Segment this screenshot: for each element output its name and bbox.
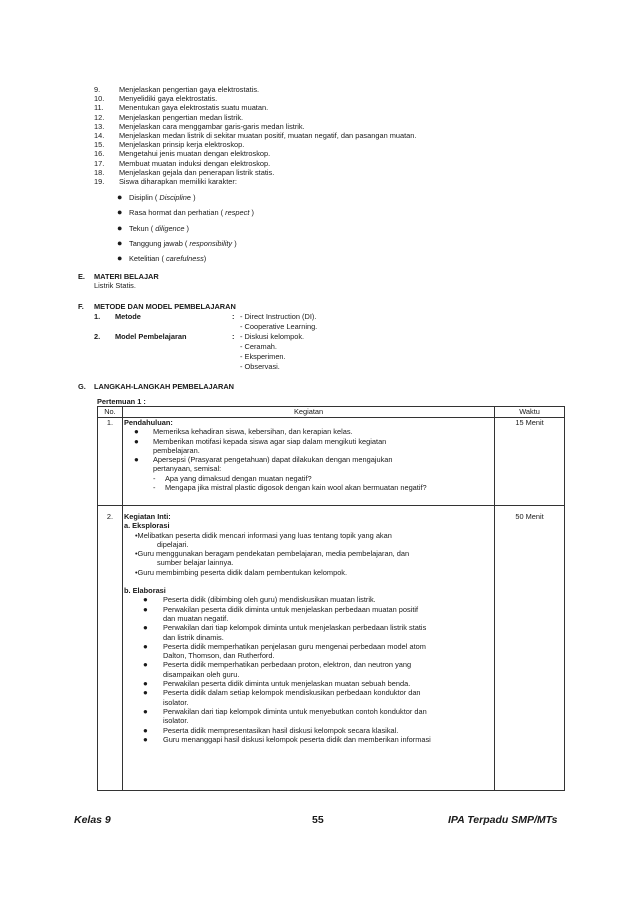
bullet-item: [123, 427, 494, 436]
exploration-item: •Guru menggunakan beragam pendekatan pembelajaran, media pembelajaran, dan: [134, 549, 410, 559]
item-text: [129, 193, 196, 202]
bullet-icon: ●: [142, 595, 148, 605]
item-number: 10.: [94, 94, 105, 104]
bullet-icon: ●: [142, 604, 148, 614]
elaboration-continuation: [123, 670, 494, 679]
elaboration-item: [123, 679, 494, 688]
elaboration-text: dan listrik dinamis.: [162, 632, 224, 642]
elaboration-item: [123, 688, 494, 697]
item-number: 14.: [94, 130, 105, 140]
footer-subject: IPA Terpadu SMP/MTs: [448, 814, 558, 826]
elaboration-text: Peserta didik memperhatikan penjelasan guru mengenai perbedaan model atom: [162, 641, 426, 651]
elaboration-text: Perwakilan peserta didik diminta untuk menjelaskan perbedaan muatan positif: [162, 604, 419, 614]
question-item: [123, 474, 494, 483]
english-term: Disciplin: [159, 193, 187, 202]
section-f-letter: F.: [78, 302, 84, 311]
bullet-icon: ●: [133, 455, 139, 465]
list-item: [94, 122, 514, 131]
activity-title: Pendahuluan:: [123, 418, 173, 427]
english-term: respect: [225, 208, 250, 218]
section-e-body: Listrik Statis.: [94, 281, 136, 290]
method-label: Metode: [115, 312, 141, 321]
meeting-label: Pertemuan 1 :: [97, 397, 146, 406]
exploration-continuation: sumber belajar lainnya.: [156, 558, 234, 568]
list-item: [94, 159, 514, 168]
item-number: 12.: [94, 112, 105, 122]
item-text: Menjelaskan medan listrik di sekitar muatan positif, muatan negatif, dan pasangan muatan.: [119, 130, 417, 140]
bullet-text: Memberikan motifasi kepada siswa agar siap dalam mengikuti kegiatan: [152, 436, 387, 446]
row-time: 50 Menit: [495, 506, 565, 791]
item-text: Menjelaskan prinsip kerja elektroskop.: [119, 140, 245, 150]
bullet-item: [123, 437, 494, 446]
english-term: carefulness: [165, 254, 204, 264]
exploration-item: •Guru membimbing peserta didik dalam pembentukan kelompok.: [134, 567, 348, 577]
item-number: 17.: [94, 158, 105, 168]
exploration-item: •Melibatkan peserta didik mencari informasi yang luas tentang topik yang akan: [134, 530, 392, 540]
model-label: Model Pembelajaran: [115, 332, 187, 341]
exploration-continuation: dipelajari.: [156, 539, 189, 549]
elaboration-text: disampaikan oleh guru.: [162, 669, 240, 679]
bullet-icon: ●: [133, 427, 139, 437]
elaboration-continuation: [123, 633, 494, 642]
bullet-icon: ●: [117, 207, 123, 218]
dash-marker: -: [152, 483, 156, 493]
item-number: 9.: [94, 85, 101, 94]
bullet-continuation: pertanyaan, semisal:: [152, 464, 222, 474]
model-value-2: - Ceramah.: [240, 342, 277, 351]
item-text: Menjelaskan cara menggambar garis-garis medan listrik.: [119, 121, 305, 131]
list-item: [94, 168, 514, 177]
item-text: Menjelaskan pengertian gaya elektrostatis.: [119, 85, 260, 94]
method-value-2: - Cooperative Learning.: [240, 321, 318, 331]
footer-class: Kelas 9: [74, 814, 111, 826]
bullet-icon: ●: [142, 641, 148, 651]
bullet-icon: ●: [117, 192, 123, 202]
row-activity: [122, 506, 494, 791]
item-number: 19.: [94, 176, 105, 186]
english-term: responsibility: [189, 238, 233, 248]
elaboration-text: Guru menanggapi hasil diskusi kelompok peserta didik dan memberikan informasi: [162, 734, 431, 744]
item-text: Membuat muatan induksi dengan elektroskop.: [119, 158, 271, 168]
bullet-icon: ●: [142, 623, 148, 633]
elaboration-text: Perwakilan peserta didik diminta untuk menjelaskan muatan sebuah benda.: [162, 679, 411, 689]
section-g-letter: G.: [78, 382, 86, 391]
elaboration-text: Perwakilan dari tiap kelompok diminta untuk menyebutkan contoh konduktor dan: [162, 706, 427, 716]
page-number: 55: [312, 814, 324, 826]
method-colon: :: [232, 312, 235, 321]
method-value-1: - Direct Instruction (DI).: [240, 312, 317, 321]
bullet-icon: ●: [142, 734, 148, 744]
section-f-title: METODE DAN MODEL PEMBELAJARAN: [94, 302, 236, 311]
elaboration-text: Peserta didik (dibimbing oleh guru) mendiskusikan muatan listrik.: [162, 595, 376, 605]
bullet-item: [123, 455, 494, 464]
elaboration-item: [123, 726, 494, 735]
bullet-icon: ●: [142, 679, 148, 689]
table-row: [98, 418, 565, 506]
item-text: Menjelaskan gejala dan penerapan listrik statis.: [119, 167, 275, 177]
elaboration-continuation: [123, 716, 494, 725]
list-item: [94, 103, 514, 112]
elaboration-text: Peserta didik mempresentasikan hasil diskusi kelompok secara klasikal.: [162, 725, 399, 735]
list-item: [94, 85, 514, 94]
question-text: Apa yang dimaksud dengan muatan negatif?: [164, 473, 312, 483]
elaboration-text: dan muatan negatif.: [162, 613, 229, 623]
bullet-icon: ●: [133, 436, 139, 446]
elaboration-text: Peserta didik dalam setiap kelompok mendiskusikan perbedaan konduktor dan: [162, 688, 421, 698]
text-pre: Disiplin (: [129, 193, 160, 202]
list-item: [94, 113, 514, 122]
list-item: [94, 149, 514, 158]
item-text: [129, 254, 206, 263]
model-num: 2.: [94, 332, 101, 341]
list-item: [94, 94, 514, 103]
bullet-continuation: pembelajaran.: [152, 445, 200, 455]
row-time: 15 Menit: [495, 418, 565, 506]
model-value-4: - Observasi.: [240, 362, 280, 371]
item-text: Siswa diharapkan memiliki karakter:: [119, 176, 237, 186]
item-text: [129, 208, 254, 217]
item-text: Menjelaskan pengertian medan listrik.: [119, 112, 244, 122]
elaboration-text: Peserta didik memperhatikan perbedaan proton, elektron, dan neutron yang: [162, 660, 412, 670]
text-post: ): [232, 238, 237, 248]
section-e-title: MATERI BELAJAR: [94, 272, 159, 281]
dash-marker: -: [152, 473, 156, 483]
method-num: 1.: [94, 312, 101, 321]
activity-table: [97, 406, 565, 791]
item-number: 11.: [94, 103, 104, 113]
objectives-list: [94, 85, 514, 186]
elaboration-continuation: [123, 698, 494, 707]
question-item: [123, 483, 494, 492]
item-text: [129, 224, 189, 233]
section-e-letter: E.: [78, 272, 85, 281]
elaboration-text: isolator.: [162, 697, 189, 707]
table-row: [98, 506, 565, 791]
list-item: [94, 131, 514, 140]
text-pre: Rasa hormat dan perhatian (: [129, 208, 226, 218]
item-number: 16.: [94, 149, 105, 159]
exploration-title: a. Eksplorasi: [123, 521, 170, 531]
english-term: diligence: [155, 223, 185, 233]
bullet-icon: ●: [142, 706, 148, 716]
elaboration-item: [123, 595, 494, 604]
elaboration-item: [123, 735, 494, 744]
text-post: e ): [186, 193, 196, 202]
text-pre: Tanggung jawab (: [129, 238, 190, 248]
elaboration-continuation: [123, 614, 494, 623]
table-header-row: [98, 407, 565, 418]
bullet-icon: ●: [117, 222, 123, 233]
text-post: ): [184, 223, 189, 233]
elaboration-item: [123, 642, 494, 651]
elaboration-item: [123, 623, 494, 632]
text-post: ): [249, 208, 254, 218]
bullet-icon: ●: [142, 688, 148, 698]
elaboration-text: Perwakilan dari tiap kelompok diminta untuk menjelaskan perbedaan listrik statis: [162, 623, 427, 633]
bullet-icon: ●: [117, 237, 123, 248]
elaboration-text: Dalton, Thomson, dan Rutherford.: [162, 651, 275, 661]
elaboration-item: [123, 605, 494, 614]
row-no: 2.: [98, 506, 123, 791]
bullet-icon: ●: [142, 725, 148, 735]
bullet-icon: ●: [142, 660, 148, 670]
item-text: Menentukan gaya elektrostatis suatu muatan.: [119, 103, 269, 113]
item-text: Mengetahui jenis muatan dengan elektroskop.: [119, 149, 271, 159]
elaboration-item: [123, 707, 494, 716]
row-activity: [122, 418, 494, 506]
model-value-3: - Eksperimen.: [240, 352, 286, 361]
header-no: No.: [98, 407, 123, 418]
bullet-text: Apersepsi (Prasyarat pengetahuan) dapat dilakukan dengan mengajukan: [152, 455, 393, 465]
question-text: Mengapa jika mistral plastic digosok dengan kain wool akan bermuatan negatif?: [164, 483, 427, 493]
model-value-1: - Diskusi kelompok.: [240, 332, 305, 341]
model-colon: :: [232, 332, 235, 341]
header-time: Waktu: [495, 407, 565, 418]
section-g-title: LANGKAH-LANGKAH PEMBELAJARAN: [94, 382, 235, 391]
bullet-icon: ●: [117, 253, 123, 264]
text-pre: Ketelitian (: [129, 254, 166, 264]
elaboration-title: b. Elaborasi: [123, 586, 166, 596]
bullet-text: Memeriksa kehadiran siswa, kebersihan, dan kerapian kelas.: [152, 427, 353, 437]
text-post: ): [203, 254, 207, 264]
text-pre: Tekun (: [129, 223, 156, 233]
list-item: [94, 140, 514, 149]
item-number: 18.: [94, 167, 105, 177]
item-text: [129, 239, 237, 248]
elaboration-continuation: [123, 651, 494, 660]
header-activity: Kegiatan: [122, 407, 494, 418]
row-no: 1.: [98, 418, 123, 506]
activity-title: Kegiatan Inti:: [123, 512, 171, 521]
list-item: [94, 177, 514, 186]
item-number: 13.: [94, 121, 105, 131]
elaboration-text: isolator.: [162, 716, 189, 726]
elaboration-item: [123, 660, 494, 669]
item-text: Menyelidiki gaya elektrostatis.: [119, 94, 218, 104]
item-number: 15.: [94, 140, 105, 150]
